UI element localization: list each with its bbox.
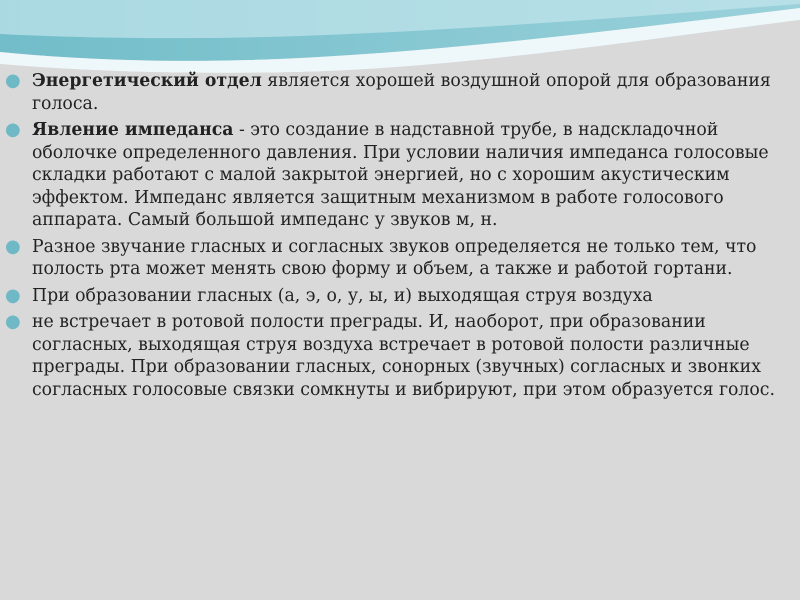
- bullet-bold-term: Явление импеданса: [32, 120, 234, 140]
- circle-bullet-icon: ●: [5, 311, 21, 332]
- bullet-item: [0, 236, 780, 281]
- circle-bullet-icon: ●: [5, 235, 21, 257]
- bullet-list: [0, 70, 780, 405]
- bullet-text: является хорошей воздушной опорой для образования голоса.: [32, 71, 771, 114]
- header-wave-decoration: [0, 0, 800, 80]
- bullet-text: не встречает в ротовой полости преграды. И, наоборот, при образовании согласных, выходящая струя воздуха встречает в ротовой полости различные преграды. При образовании гласных, сонорных (звучных) согласных и звонких согласных голосовые связки сомкнуты и вибрируют, при этом образуется голос.: [32, 312, 775, 400]
- bullet-item: [0, 311, 780, 401]
- bullet-item: [0, 119, 780, 232]
- bullet-bold-term: Энергетический отдел: [32, 71, 262, 91]
- bullet-text: При образовании гласных (а, э, о, у, ы, и) выходящая струя воздуха: [32, 285, 653, 306]
- bullet-text: Разное звучание гласных и согласных звуков определяется не только тем, что полость рта может менять свою форму и объем, а также и работой гортани.: [32, 236, 757, 279]
- circle-bullet-icon: ●: [5, 119, 21, 140]
- circle-bullet-icon: ●: [5, 70, 21, 91]
- bullet-item: [0, 285, 780, 308]
- bullet-text: - это создание в надставной трубе, в надскладочной оболочке определенного давления. При условии наличия импеданса голосовые складки работают с малой закрытой энергией, но с хорошим акустическим эффектом. Импеданс является защитным механизмом в работе голосового аппарата. Самый большой импеданс у звуков м, н.: [32, 120, 769, 230]
- bullet-item: [0, 70, 780, 115]
- circle-bullet-icon: ●: [5, 284, 21, 306]
